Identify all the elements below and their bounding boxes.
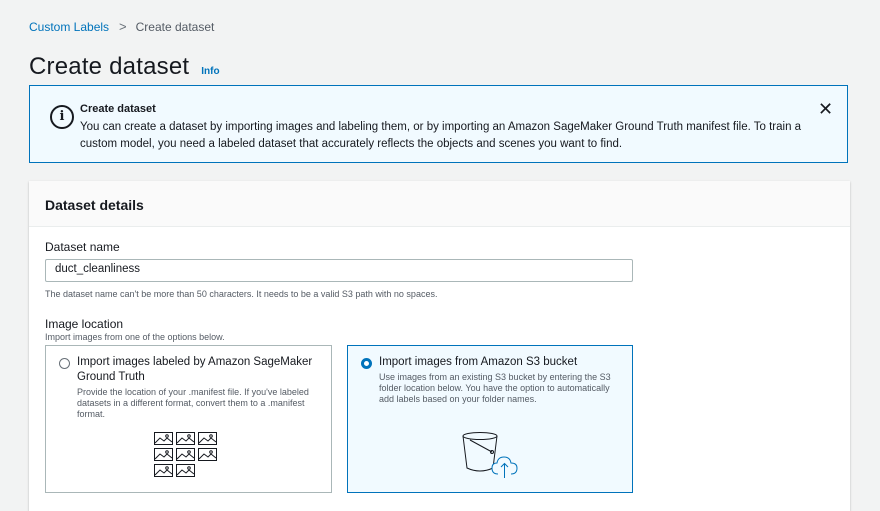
option-s3-bucket-tile[interactable] [347, 345, 633, 493]
panel-header: Dataset details [29, 181, 850, 227]
breadcrumb-custom-labels-link[interactable]: Custom Labels [29, 19, 110, 34]
option-ground-truth-description: Provide the location of your .manifest file. If you've labeled datasets in a different format, convert them to a .manifest format. [77, 387, 309, 419]
option-s3-bucket-title: Import images from Amazon S3 bucket [379, 356, 578, 368]
dataset-name-hint: The dataset name can't be more than 50 characters. It needs to be a valid S3 path with no spaces. [45, 289, 438, 299]
option-ground-truth-tile[interactable] [45, 345, 332, 493]
flash-title: Create dataset [80, 103, 156, 115]
image-location-label: Image location [45, 317, 124, 331]
page-title: Create dataset [29, 53, 190, 80]
option-ground-truth-title: Import images labeled by Amazon SageMaker Ground Truth [77, 356, 313, 383]
bucket-upload-icon [458, 430, 524, 480]
dataset-name-label: Dataset name [45, 240, 120, 254]
flash-message: You can create a dataset by importing images and labeling them, or by importing an Amazon SageMaker Ground Truth manifest file. To train a custom model, you need a labeled dataset that accurately reflects the objects and scenes you want to find. [80, 121, 802, 150]
image-location-hint: Import images from one of the options below. [45, 332, 225, 342]
breadcrumb-current: Create dataset [135, 19, 215, 34]
option-ground-truth-radio[interactable] [59, 358, 70, 369]
breadcrumb-separator-icon: > [119, 19, 127, 34]
dataset-details-panel [29, 181, 850, 511]
page-header [29, 53, 220, 81]
info-flash-banner [29, 85, 848, 163]
option-s3-bucket-radio[interactable] [361, 358, 372, 369]
info-link[interactable]: Info [201, 66, 220, 77]
close-icon[interactable]: ✕ [818, 99, 834, 119]
option-s3-bucket-description: Use images from an existing S3 bucket by entering the S3 folder location below. You have the option to automatically add labels based on your folder names. [379, 372, 611, 404]
info-circle-icon: i [50, 105, 74, 129]
dataset-name-input[interactable]: duct_cleanliness [45, 259, 633, 282]
image-stack-icon [154, 432, 217, 477]
breadcrumb [29, 19, 214, 34]
